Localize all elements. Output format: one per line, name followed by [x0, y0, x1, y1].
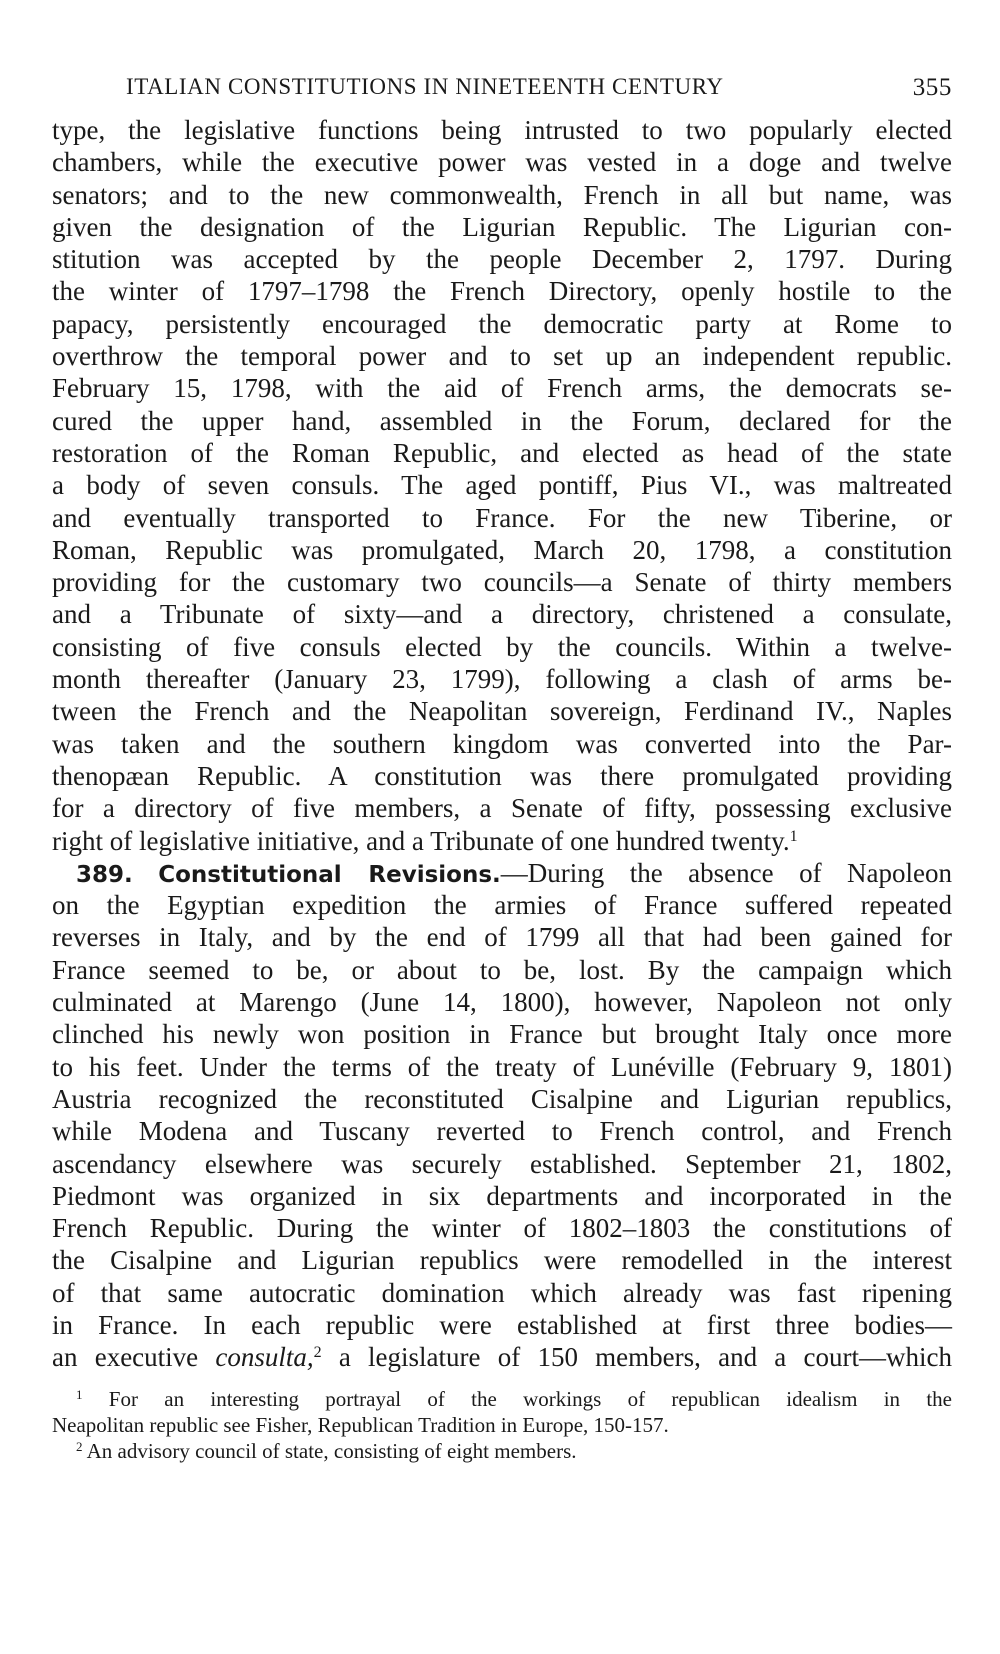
footnote-1 — [52, 1386, 952, 1412]
text-line: while Modena and Tuscany reverted to French control, and French — [52, 1116, 952, 1147]
footnotes — [52, 1386, 952, 1464]
text-line: cured the upper hand, assembled in the Forum, declared for the — [52, 405, 952, 436]
text-line: and eventually transported to France. For the new Tiberine, or — [52, 502, 952, 533]
text-segment: an executive — [52, 1342, 216, 1373]
section-title: Constitutional Revisions. — [158, 861, 501, 888]
footnote-ref-1[interactable]: 1 — [789, 827, 798, 845]
text-line: restoration of the Roman Republic, and elected as head of the state — [52, 437, 952, 468]
footnote-text: An advisory council of state, consisting of eight members. — [86, 1438, 577, 1463]
paragraph-end-line — [52, 825, 952, 857]
text-line: France seemed to be, or about to be, lost. By the campaign which — [52, 954, 952, 985]
text-line: providing for the customary two councils—a Senate of thirty members — [52, 567, 952, 598]
text-line: February 15, 1798, with the aid of French arms, the democrats se- — [52, 373, 952, 404]
body-text — [52, 114, 952, 1374]
footnote-marker: 2 — [76, 1438, 83, 1454]
text-segment: a legislature of 150 members, and a court—which — [321, 1342, 952, 1373]
section-number: 389. — [76, 861, 133, 888]
footnote-2 — [52, 1438, 952, 1464]
text-line: senators; and to the new commonwealth, French in all but name, was — [52, 179, 952, 210]
text-line: was taken and the southern kingdom was converted into the Par- — [52, 728, 952, 759]
text-line: Roman, Republic was promulgated, March 20, 1798, a constitution — [52, 534, 952, 565]
text-line: in France. In each republic were established at first three bodies— — [52, 1309, 952, 1340]
text-line: Piedmont was organized in six departments and incorporated in the — [52, 1180, 952, 1211]
text-line: the Cisalpine and Ligurian republics were remodelled in the interest — [52, 1245, 952, 1276]
text-line: of that same autocratic domination which already was fast ripening — [52, 1277, 952, 1308]
running-header — [52, 62, 952, 106]
text-line: type, the legislative functions being intrusted to two popularly elected — [52, 115, 952, 145]
footnote-marker: 1 — [76, 1386, 83, 1402]
text-line: month thereafter (January 23, 1799), following a clash of arms be- — [52, 664, 952, 695]
text-line: ascendancy elsewhere was securely established. September 21, 1802, — [52, 1148, 952, 1179]
text-line: to his feet. Under the terms of the treaty of Lunéville (February 9, 1801) — [52, 1051, 952, 1082]
text-line: overthrow the temporal power and to set up an independent republic. — [52, 341, 952, 372]
text-line: French Republic. During the winter of 1802–1803 the constitutions of — [52, 1213, 952, 1244]
text-line: culminated at Marengo (June 14, 1800), however, Napoleon not only — [52, 987, 952, 1018]
running-title: ITALIAN CONSTITUTIONS IN NINETEENTH CENTURY — [126, 74, 724, 99]
text-line: stitution was accepted by the people December 2, 1797. During — [52, 244, 952, 275]
footnote-1-cont: Neapolitan republic see Fisher, Republican Tradition in Europe, 150-157. — [52, 1412, 669, 1437]
page-number: 355 — [912, 74, 952, 101]
text-line: clinched his newly won position in France but brought Italy once more — [52, 1019, 952, 1050]
section-heading-line — [52, 857, 952, 889]
text-segment: —During the absence of Napoleon — [500, 857, 952, 888]
text-line: chambers, while the executive power was vested in a doge and twelve — [52, 147, 952, 178]
text-line: a body of seven consuls. The aged pontiff, Pius VI., was maltreated — [52, 470, 952, 501]
footnote-text: For an interesting portrayal of the workings of republican idealism in the — [108, 1386, 952, 1411]
text-line: for a directory of five members, a Senate of fifty, possessing exclusive — [52, 793, 952, 824]
text-line: the winter of 1797–1798 the French Directory, openly hostile to the — [52, 276, 952, 307]
text-line: papacy, persistently encouraged the democratic party at Rome to — [52, 308, 952, 339]
text-line: tween the French and the Neapolitan sovereign, Ferdinand IV., Naples — [52, 696, 952, 727]
text-line: on the Egyptian expedition the armies of France suffered repeated — [52, 890, 952, 921]
text-line: Austria recognized the reconstituted Cisalpine and Ligurian republics, — [52, 1083, 952, 1114]
text-line: given the designation of the Ligurian Republic. The Ligurian con- — [52, 211, 952, 242]
text-line: and a Tribunate of sixty—and a directory, christened a consulate, — [52, 599, 952, 630]
footnote-ref-2[interactable]: 2 — [313, 1344, 322, 1362]
book-page — [52, 62, 952, 1464]
text-line: consisting of five consuls elected by the councils. Within a twelve- — [52, 631, 952, 662]
italic-term: consulta, — [215, 1342, 314, 1373]
text-line — [52, 1341, 952, 1373]
text-line: reverses in Italy, and by the end of 1799 all that had been gained for — [52, 922, 952, 953]
text-segment: right of legislative initiative, and a Tribunate of one hundred twenty. — [52, 825, 790, 856]
text-line: thenopæan Republic. A constitution was there promulgated providing — [52, 760, 952, 791]
